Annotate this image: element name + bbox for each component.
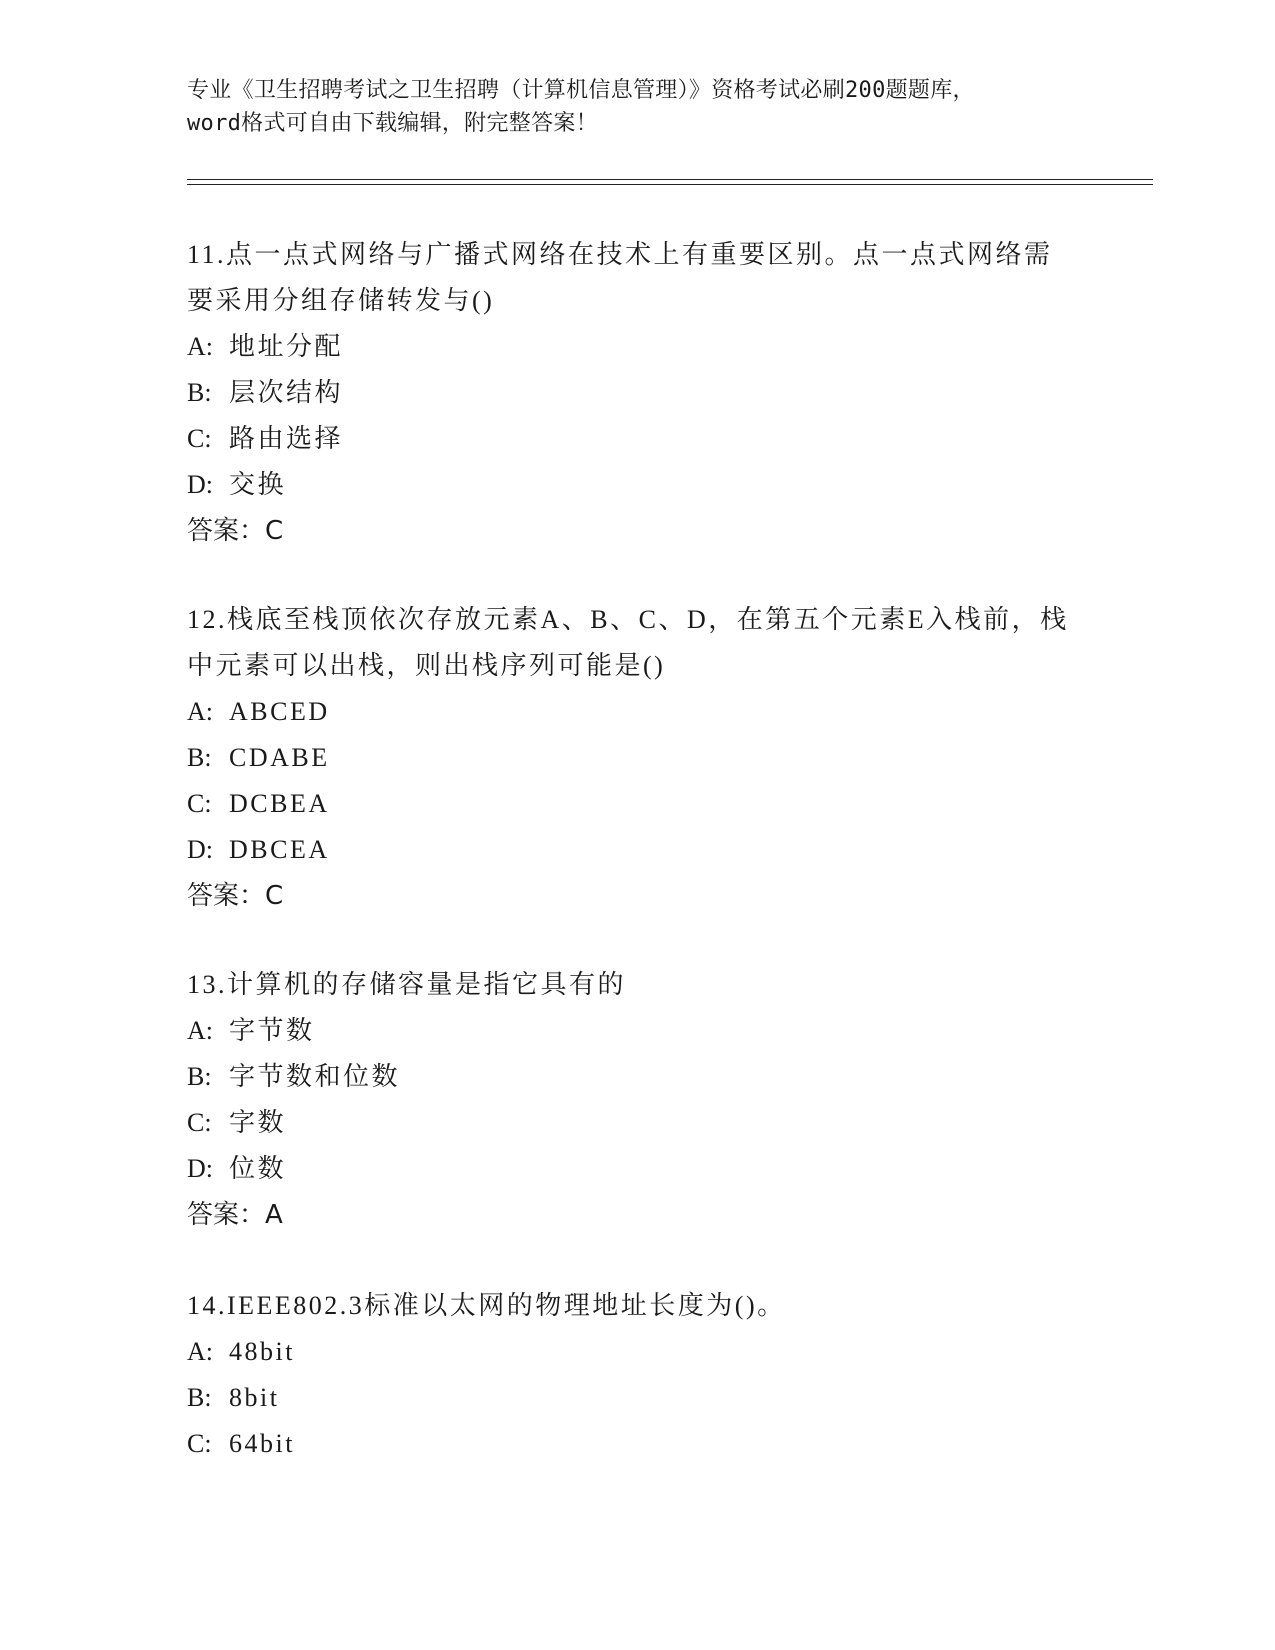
option-b bbox=[187, 735, 1087, 781]
option-text: 层次结构 bbox=[229, 378, 344, 407]
option-c bbox=[187, 1421, 1087, 1467]
option-letter: C: bbox=[187, 789, 212, 818]
option-a bbox=[187, 689, 1087, 735]
option-letter: D: bbox=[187, 470, 213, 499]
option-text: 8bit bbox=[229, 1383, 280, 1412]
option-text: 64bit bbox=[229, 1429, 295, 1458]
question-11 bbox=[187, 232, 1087, 554]
option-text: 位数 bbox=[229, 1154, 287, 1183]
answer-line: 答案：A bbox=[187, 1200, 283, 1230]
option-a bbox=[187, 324, 1087, 370]
option-d bbox=[187, 1146, 1087, 1192]
option-letter: B: bbox=[187, 743, 212, 772]
option-text: CDABE bbox=[229, 743, 330, 772]
header-line-1: 专业《卫生招聘考试之卫生招聘（计算机信息管理）》资格考试必刷200题题库， bbox=[187, 78, 975, 103]
option-a bbox=[187, 1329, 1087, 1375]
option-letter: A: bbox=[187, 332, 213, 361]
question-stem-line: 要采用分组存储转发与() bbox=[187, 286, 495, 315]
option-c bbox=[187, 1100, 1087, 1146]
header-divider-bottom bbox=[187, 184, 1153, 185]
answer-line: 答案：C bbox=[187, 881, 284, 911]
option-letter: C: bbox=[187, 1108, 212, 1137]
option-letter: B: bbox=[187, 1062, 212, 1091]
option-text: ABCED bbox=[229, 697, 330, 726]
option-letter: D: bbox=[187, 1154, 213, 1183]
header-divider-top bbox=[187, 179, 1153, 180]
option-letter: B: bbox=[187, 1383, 212, 1412]
option-text: DBCEA bbox=[229, 835, 330, 864]
option-b bbox=[187, 1375, 1087, 1421]
option-letter: B: bbox=[187, 378, 212, 407]
option-b bbox=[187, 1054, 1087, 1100]
question-12 bbox=[187, 597, 1087, 919]
option-letter: D: bbox=[187, 835, 213, 864]
option-text: 48bit bbox=[229, 1337, 295, 1366]
document-header bbox=[187, 74, 1087, 140]
header-line-2: word格式可自由下载编辑，附完整答案！ bbox=[187, 111, 598, 136]
option-letter: A: bbox=[187, 1337, 213, 1366]
option-text: 字节数和位数 bbox=[229, 1062, 401, 1091]
option-text: 字数 bbox=[229, 1108, 287, 1137]
question-stem-line: 12.栈底至栈顶依次存放元素A、B、C、D，在第五个元素E入栈前，栈 bbox=[187, 605, 1069, 634]
option-c bbox=[187, 781, 1087, 827]
question-14 bbox=[187, 1283, 1087, 1467]
option-text: 路由选择 bbox=[229, 424, 344, 453]
option-text: DCBEA bbox=[229, 789, 330, 818]
option-letter: C: bbox=[187, 424, 212, 453]
option-b bbox=[187, 370, 1087, 416]
option-letter: A: bbox=[187, 697, 213, 726]
option-text: 地址分配 bbox=[229, 332, 344, 361]
option-letter: A: bbox=[187, 1016, 213, 1045]
option-text: 交换 bbox=[229, 470, 287, 499]
question-stem-line: 13.计算机的存储容量是指它具有的 bbox=[187, 970, 627, 999]
option-c bbox=[187, 416, 1087, 462]
question-13 bbox=[187, 962, 1087, 1238]
question-stem-line: 中元素可以出栈，则出栈序列可能是() bbox=[187, 651, 666, 680]
question-stem-line: 14.IEEE802.3标准以太网的物理地址长度为()。 bbox=[187, 1291, 786, 1320]
answer-line: 答案：C bbox=[187, 516, 284, 546]
question-stem-line: 11.点一点式网络与广播式网络在技术上有重要区别。点一点式网络需 bbox=[187, 240, 1053, 269]
option-text: 字节数 bbox=[229, 1016, 315, 1045]
option-a bbox=[187, 1008, 1087, 1054]
option-d bbox=[187, 827, 1087, 873]
option-d bbox=[187, 462, 1087, 508]
option-letter: C: bbox=[187, 1429, 212, 1458]
